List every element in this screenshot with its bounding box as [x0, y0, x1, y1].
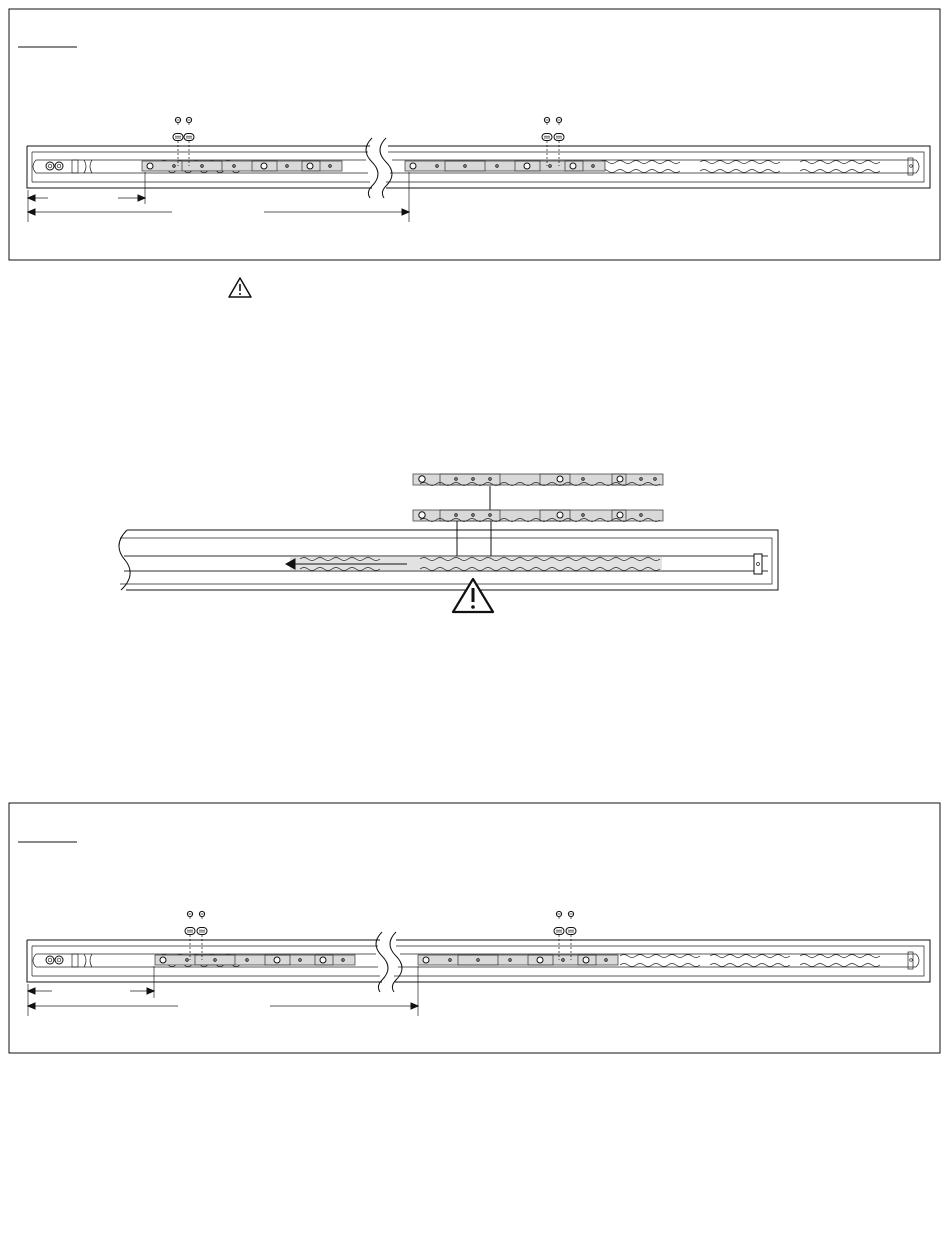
panel-a-frame	[9, 9, 940, 260]
detail-insertion	[119, 474, 778, 612]
panel-b-dimensions	[28, 966, 418, 1016]
detail-slider-bottom	[413, 510, 663, 522]
panel-b-rail	[27, 932, 930, 992]
warning-triangle-small-icon	[229, 278, 251, 297]
screw-icon	[175, 117, 180, 125]
panel-a-rail	[27, 138, 930, 198]
panel-a-fasteners-left	[173, 117, 194, 166]
panel-b-fasteners-right	[554, 911, 576, 960]
detail-rail	[119, 530, 778, 590]
break-line-icon	[119, 530, 130, 590]
panel-b	[9, 803, 940, 1053]
break-line-icon	[366, 138, 378, 198]
panel-a	[9, 9, 940, 260]
detail-slider-top	[413, 474, 663, 486]
panel-b-frame	[9, 803, 940, 1053]
panel-b-fasteners-left	[185, 911, 207, 960]
panel-a-dimensions	[28, 172, 409, 222]
washer-icon	[173, 134, 183, 141]
panel-a-fasteners-right	[542, 117, 564, 166]
